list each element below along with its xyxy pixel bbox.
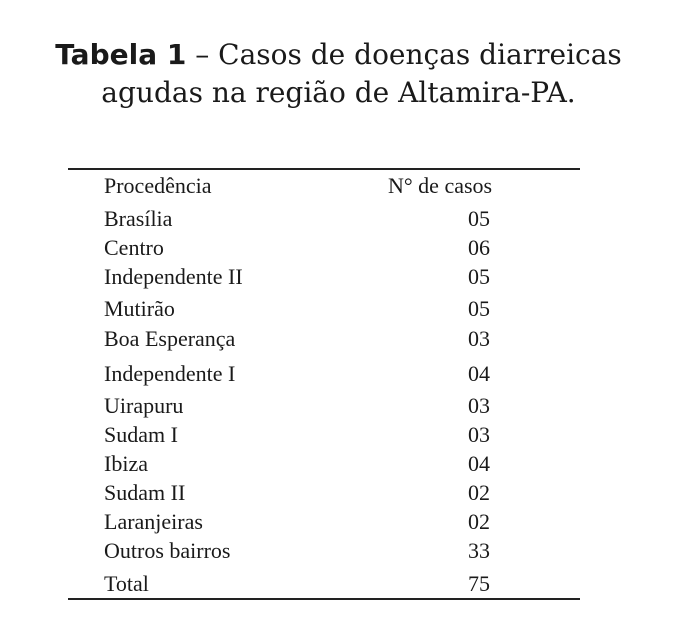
table-row [68, 295, 580, 323]
table-top-rule [68, 168, 580, 170]
row-casos: 02 [468, 480, 490, 505]
table-caption [0, 36, 677, 112]
header-procedencia: Procedência [104, 173, 212, 198]
table-row [68, 392, 580, 420]
table-total-row [68, 570, 580, 598]
caption-title-line-2: agudas na região de Altamira-PA. [101, 76, 576, 109]
table-row [68, 325, 580, 353]
row-casos: 03 [468, 393, 490, 418]
row-procedencia: Uirapuru [104, 393, 184, 418]
caption-label: Tabela 1 [55, 38, 187, 71]
header-numero-casos: N° de casos [388, 173, 493, 198]
row-procedencia: Ibiza [104, 451, 148, 476]
row-procedencia: Boa Esperança [104, 326, 236, 351]
table-row [68, 263, 580, 291]
table-header-row [68, 172, 580, 200]
row-casos: 33 [468, 538, 490, 563]
row-procedencia: Independente II [104, 264, 243, 289]
row-casos: 03 [468, 422, 490, 447]
row-procedencia: Brasília [104, 206, 173, 231]
row-procedencia: Sudam I [104, 422, 178, 447]
caption-title-line-1: Casos de doenças diarreicas [218, 38, 622, 71]
row-casos: 03 [468, 326, 490, 351]
table-row [68, 537, 580, 565]
row-procedencia: Outros bairros [104, 538, 231, 563]
row-procedencia: Laranjeiras [104, 509, 203, 534]
table-bottom-rule [68, 598, 580, 600]
caption-line-1 [0, 36, 677, 74]
row-procedencia: Centro [104, 235, 164, 260]
total-label: Total [104, 571, 149, 596]
total-value: 75 [468, 571, 490, 596]
caption-separator: – [186, 38, 219, 71]
table-row [68, 205, 580, 233]
row-casos: 04 [468, 361, 490, 386]
row-casos: 04 [468, 451, 490, 476]
table-row [68, 450, 580, 478]
table-row [68, 421, 580, 449]
row-procedencia: Independente I [104, 361, 236, 386]
row-procedencia: Sudam II [104, 480, 186, 505]
row-casos: 06 [468, 235, 490, 260]
row-procedencia: Mutirão [104, 296, 175, 321]
row-casos: 05 [468, 264, 490, 289]
row-casos: 02 [468, 509, 490, 534]
table-row [68, 234, 580, 262]
table-row [68, 360, 580, 388]
table-row [68, 508, 580, 536]
table-row [68, 479, 580, 507]
row-casos: 05 [468, 296, 490, 321]
row-casos: 05 [468, 206, 490, 231]
